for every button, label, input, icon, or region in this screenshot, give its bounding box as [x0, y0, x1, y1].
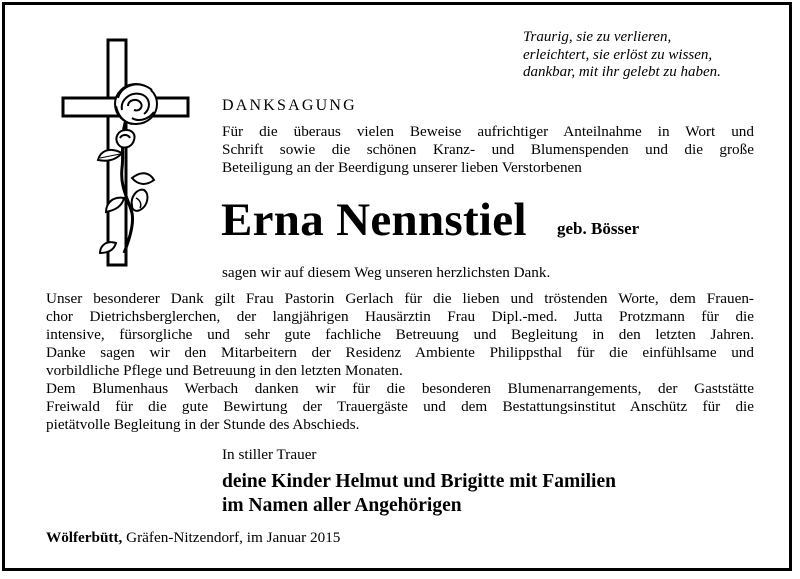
- body-line: vorbildliche Pflege und Betreuung in den letzten Monaten.: [46, 362, 403, 379]
- maiden-name: geb. Bösser: [557, 219, 640, 238]
- place-date-rest: Gräfen-Nitzendorf, im Januar 2015: [122, 529, 341, 546]
- body-paragraph: [46, 290, 754, 434]
- cross-with-rose-icon: [60, 38, 192, 268]
- body-line: Freiwald für die gute Bewirtung der Trauergäste und dem Bestattungsinstitut Anschütz für die: [46, 398, 754, 415]
- intro-paragraph: [222, 123, 754, 177]
- place-date: [46, 529, 340, 547]
- body-line: pietätvolle Begleitung in der Stunde des Abschieds.: [46, 416, 360, 433]
- body-line: Unser besonderer Dank gilt Frau Pastorin Gerlach für die lieben und tröstenden Worte, dem Frauen-: [46, 290, 754, 307]
- thanks-line: sagen wir auf diesem Weg unseren herzlichsten Dank.: [222, 264, 551, 281]
- mourning-label: In stiller Trauer: [222, 446, 317, 463]
- poem-line: erleichtert, sie erlöst zu wissen,: [523, 46, 713, 63]
- notice-heading: DANKSAGUNG: [222, 97, 357, 114]
- intro-line: Beteiligung an der Beerdigung unserer lieben Verstorbenen: [222, 159, 582, 176]
- place-name: Wölferbütt,: [46, 529, 123, 546]
- poem: [523, 29, 721, 82]
- poem-line: dankbar, mit ihr gelebt zu haben.: [523, 64, 721, 81]
- deceased-name: Erna Nennstiel: [221, 194, 527, 246]
- signature-line: deine Kinder Helmut und Brigitte mit Familien: [222, 471, 616, 492]
- body-line: intensive, fürsorgliche und sehr gute fachliche Betreuung und Begleitung in den letzten Jahren.: [46, 326, 754, 343]
- intro-line: Für die überaus vielen Beweise aufrichtiger Anteilnahme in Wort und: [222, 123, 754, 140]
- poem-line: Traurig, sie zu verlieren,: [523, 29, 672, 45]
- body-line: Danke sagen wir den Mitarbeitern der Residenz Ambiente Philippsthal für die einfühlsame und: [46, 344, 754, 361]
- body-line: Dem Blumenhaus Werbach danken wir für die besonderen Blumenarrangements, der Gaststätte: [46, 380, 754, 397]
- signature-block: [222, 470, 616, 518]
- intro-line: Schrift sowie die schönen Kranz- und Blumenspenden und die große: [222, 141, 754, 158]
- body-line: chor Dietrichsberglerchen, der langjährigen Hausärztin Frau Dipl.-med. Jutta Protzmann für die: [46, 308, 754, 325]
- signature-line: im Namen aller Angehörigen: [222, 495, 462, 516]
